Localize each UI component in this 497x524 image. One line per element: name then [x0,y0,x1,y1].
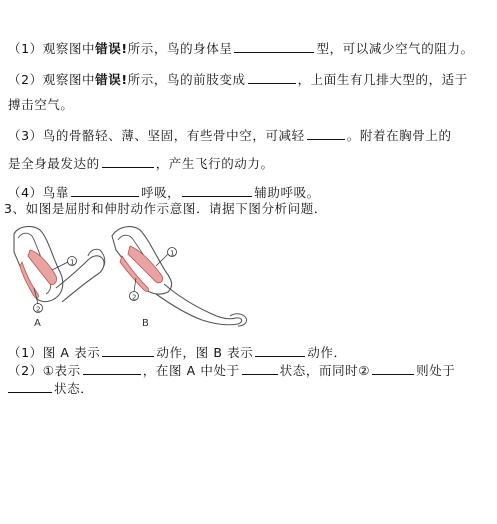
q3-p2-text-e: 状态． [54,381,94,396]
q3-p1-text-a: （1）图 A 表示 [8,345,101,360]
q3-line-2 [8,362,455,379]
figure-a-triceps [20,262,39,298]
figure-a-arm [14,227,105,329]
answer-blank[interactable] [102,155,154,168]
q3-heading: 3、如图是屈肘和伸肘动作示意图．请据下图分析问题． [4,201,327,216]
figure-b-arm [112,227,247,329]
error-mark: 错误! [95,41,128,56]
figure-a-forearm-outline [56,256,104,302]
figure-a-leader-1 [52,262,68,270]
q3-line-1 [8,344,347,361]
q2-line-3 [8,97,74,113]
q2-p3-text-b: 。附着在胸骨上的 [346,128,452,143]
q2-p1-text-b: 所示，鸟的身体呈 [127,41,233,56]
q2-p4-text-c: 辅助呼吸。 [254,185,320,200]
figure-b-forearm-outline [156,284,242,325]
figure-b-label: B [142,318,149,329]
q2-p2-text-c: ，上面生有几排大型的，适于 [297,72,468,87]
q2-line-2 [8,71,468,88]
q2-line-4 [8,127,452,144]
answer-blank[interactable] [372,362,414,375]
error-mark: 错误! [95,72,128,87]
q2-line-1 [8,40,474,57]
figure-b-marker-2: 2 [132,293,137,302]
figure-b-marker-1: 1 [170,249,175,258]
q2-p2-text-d: 搏击空气。 [8,97,74,112]
q2-p4-text-b: 呼吸， [140,185,181,200]
q2-p2-text-a: （2）观察图中 [8,72,96,87]
answer-blank[interactable] [234,40,314,53]
q2-p3-text-a: （3）鸟的骨骼轻、薄、坚固，有些骨中空，可减轻 [8,128,305,143]
figure-a-marker-2: 2 [36,305,41,314]
q3-p2-text-b: ，在图 A 中处于 [142,363,240,378]
q2-p2-text-b: 所示，鸟的前肢变成 [127,72,246,87]
q2-p3-text-c: 是全身最发达的 [8,156,100,171]
q2-p1-text-c: 型，可以减少空气的阻力。 [316,41,474,56]
answer-blank[interactable] [242,362,278,375]
figure-b-leader-1 [156,254,168,266]
answer-blank[interactable] [248,71,296,84]
q2-p4-text-a: （4）鸟靠 [8,185,69,200]
q2-line-6 [8,184,320,201]
answer-blank[interactable] [307,127,345,140]
answer-blank[interactable] [255,344,305,357]
q3-line-3 [8,380,93,397]
answer-blank[interactable] [182,184,252,197]
q3-p1-text-c: 动作． [307,345,347,360]
q3-p1-text-b: 动作，图 B 表示 [156,345,254,360]
q3-p2-text-c: 状态，而同时② [279,363,371,378]
figure-a-label: A [34,318,41,329]
figure-a-marker-1: 1 [70,258,75,267]
q3-p2-text-d: 则处于 [416,363,456,378]
q3-p2-text-a: （2）①表示 [8,363,81,378]
q2-p1-text-a: （1）观察图中 [8,41,96,56]
answer-blank[interactable] [8,380,52,393]
answer-blank[interactable] [83,362,141,375]
q2-line-5 [8,155,274,172]
answer-blank[interactable] [102,344,154,357]
elbow-figure [8,222,250,334]
answer-blank[interactable] [71,184,139,197]
q2-p3-text-d: ，产生飞行的动力。 [155,156,274,171]
